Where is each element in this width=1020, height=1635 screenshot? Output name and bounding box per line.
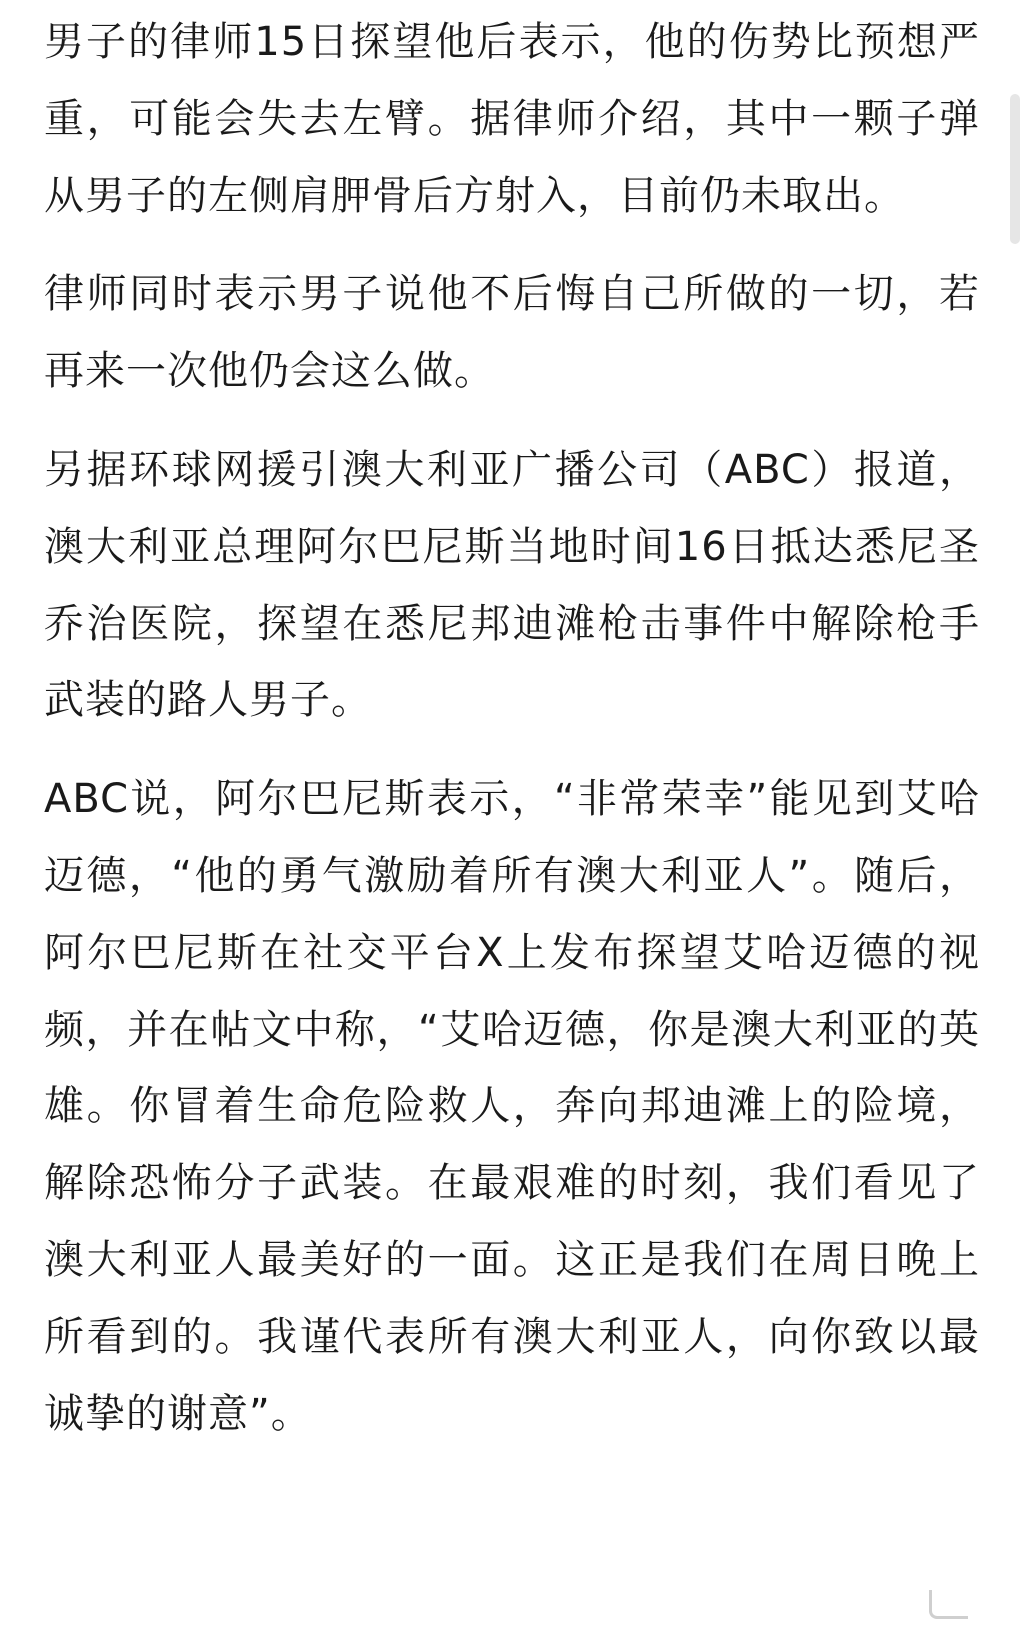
paragraph-lawyer-visit: 男子的律师15日探望他后表示，他的伤势比预想严重，可能会失去左臂。据律师介绍，其中一颗子弹从男子的左侧肩胛骨后方射入，目前仍未取出。: [44, 19, 980, 219]
article-body: [44, 4, 980, 1474]
corner-handle-icon: [929, 1590, 968, 1619]
paragraph-no-regret: 律师同时表示男子说他不后悔自己所做的一切，若再来一次他仍会这么做。: [44, 271, 980, 395]
paragraph-pm-visit: 另据环球网援引澳大利亚广播公司（ABC）报道，澳大利亚总理阿尔巴尼斯当地时间16日抵达悉尼圣乔治医院，探望在悉尼邦迪滩枪击事件中解除枪手武装的路人男子。: [44, 446, 980, 724]
paragraph-pm-statement: ABC说，阿尔巴尼斯表示，“非常荣幸”能见到艾哈迈德，“他的勇气激励着所有澳大利亚人”。随后，阿尔巴尼斯在社交平台X上发布探望艾哈迈德的视频，并在帖文中称，“艾哈迈德，你是澳大利亚的英雄。你冒着生命危险救人，奔向邦迪滩上的险境，解除恐怖分子武装。在最艰难的时刻，我们看见了澳大利亚人最美好的一面。这正是我们在周日晚上所看到的。我谨代表所有澳大利亚人，向你致以最诚挚的谢意”。: [44, 776, 980, 1437]
scrollbar[interactable]: [1010, 94, 1020, 244]
